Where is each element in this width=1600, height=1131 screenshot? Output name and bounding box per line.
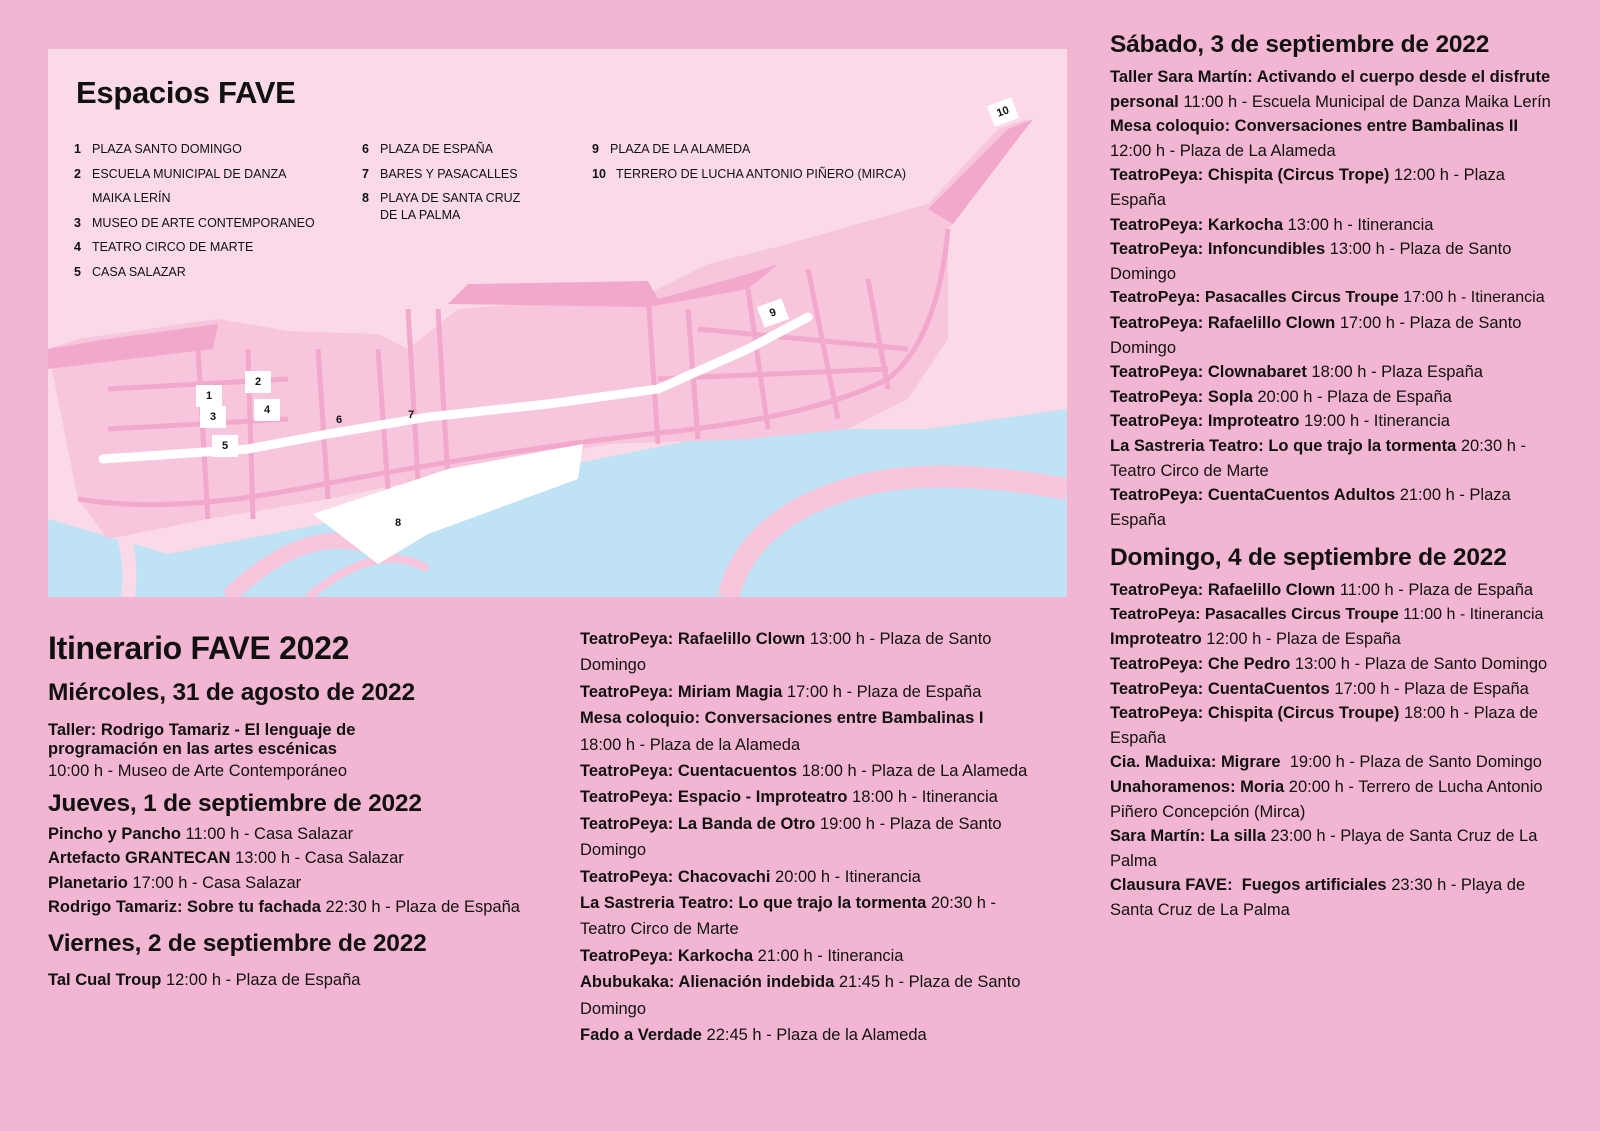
legend-number: 1 <box>74 142 81 156</box>
event-item <box>1110 360 1565 385</box>
event-item <box>1110 114 1565 163</box>
event-title: Tal Cual Troup <box>48 970 162 989</box>
map-title: Espacios FAVE <box>76 75 296 110</box>
event-details: 12:00 h - Plaza España <box>1110 166 1505 209</box>
event-details: 23:30 h - Playa de Santa Cruz de La Palma <box>1110 876 1526 919</box>
event-title: TeatroPeya: Rafaelillo Clown <box>1110 581 1336 600</box>
day-events <box>1110 578 1565 922</box>
event-title: TeatroPeya: Miriam Magia <box>580 682 783 701</box>
legend-item <box>362 186 572 227</box>
event-details: 23:00 h - Playa de Santa Cruz de La Palma <box>1110 827 1538 870</box>
event-item <box>48 822 538 847</box>
event-title: La Sastreria Teatro: Lo que trajo la tormenta <box>580 894 927 913</box>
event-title: TeatroPeya: Rafaelillo Clown <box>1110 313 1336 332</box>
event-details: 18:00 h - Plaza de La Alameda <box>797 762 1028 781</box>
venues-map <box>48 49 1067 597</box>
legend-label-line: PLAYA DE SANTA CRUZ <box>380 191 521 205</box>
event-item <box>1110 237 1565 286</box>
legend-number: 4 <box>74 240 81 254</box>
event-details: 11:00 h - Casa Salazar <box>180 824 354 843</box>
event-title: TeatroPeya: Sopla <box>1110 387 1253 406</box>
event-title: Abubukaka: Alienación indebida <box>580 973 835 992</box>
event-details: 21:00 h - Plaza España <box>1110 486 1511 529</box>
legend-label <box>380 186 520 227</box>
event-details: 11:00 h - Itinerancia <box>1398 605 1544 623</box>
event-title: TeatroPeya: Improteatro <box>1110 412 1300 431</box>
event-item <box>580 969 1035 1022</box>
event-details: 19:00 h - Plaza de Santo Domingo <box>580 814 1002 860</box>
event-item <box>1110 578 1565 603</box>
event-item <box>1110 603 1565 628</box>
event-item <box>580 705 1035 758</box>
event-title: TeatroPeya: Chispita (Circus Troupe) <box>1110 704 1400 723</box>
event-details: 17:00 h - Itinerancia <box>1398 289 1545 307</box>
legend-number: 8 <box>362 191 369 205</box>
legend-item <box>592 137 952 162</box>
event-title: TeatroPeya: Infoncundibles <box>1110 240 1326 259</box>
event-title: TeatroPeya: Cuentacuentos <box>580 762 797 781</box>
event-title: Taller: Rodrigo Tamariz - El lenguaje de programación en las artes escénicas <box>48 721 356 758</box>
day-heading: Domingo, 4 de septiembre de 2022 <box>1110 544 1507 572</box>
event-item <box>580 626 1035 679</box>
event-details: 12:00 h - Plaza de La Alameda <box>1110 141 1336 160</box>
event-details: 21:00 h - Itinerancia <box>753 946 904 965</box>
event-title: Rodrigo Tamariz: Sobre tu fachada <box>48 898 321 917</box>
event-details: 20:30 h - Teatro Circo de Marte <box>1110 436 1526 480</box>
event-details: 20:30 h - Teatro Circo de Marte <box>580 894 996 939</box>
legend-item <box>74 162 344 211</box>
event-item <box>1110 65 1565 114</box>
map-marker-2: 2 <box>245 371 271 393</box>
legend-column-3 <box>592 137 952 186</box>
event-item <box>48 968 538 993</box>
legend-label: PLAZA DE ESPAÑA <box>380 142 494 156</box>
legend-label <box>92 162 287 211</box>
event-details: 17:00 h - Plaza de España <box>1329 679 1529 698</box>
event-details: 17:00 h - Plaza de España <box>782 682 982 701</box>
legend-item <box>74 137 344 162</box>
event-title: TeatroPeya: CuentaCuentos Adultos <box>1110 486 1396 505</box>
event-item <box>580 811 1035 864</box>
event-details: 12:00 h - Plaza de España <box>161 970 361 989</box>
event-title: TeatroPeya: Chacovachi <box>580 867 771 886</box>
event-title: TeatroPeya: La Banda de Otro <box>580 814 816 833</box>
event-item <box>1110 677 1565 702</box>
event-details: 18:00 h - Plaza de España <box>1110 704 1538 747</box>
event-item <box>580 943 1035 969</box>
event-details: 12:00 h - Plaza de España <box>1201 630 1401 649</box>
map-marker-7: 7 <box>407 409 415 421</box>
event-item <box>1110 775 1565 824</box>
day-heading: Viernes, 2 de septiembre de 2022 <box>48 929 427 957</box>
day-events <box>1110 65 1565 532</box>
event-item <box>580 1022 1035 1048</box>
day-heading: Jueves, 1 de septiembre de 2022 <box>48 789 422 817</box>
legend-label-line: MAIKA LERÍN <box>92 191 171 205</box>
map-marker-8: 8 <box>394 517 402 529</box>
legend-label-line: ESCUELA MUNICIPAL DE DANZA <box>92 166 287 181</box>
event-title: Artefacto GRANTECAN <box>48 849 236 868</box>
itinerary-title: Itinerario FAVE 2022 <box>48 630 350 666</box>
event-title: TeatroPeya: CuentaCuentos <box>1110 679 1330 698</box>
event-details: 17:00 h - Casa Salazar <box>127 873 302 892</box>
map-marker-4: 4 <box>254 399 280 421</box>
event-details: 18:00 h - Plaza de la Alameda <box>580 735 801 754</box>
event-item <box>1110 385 1565 410</box>
map-marker-1: 1 <box>196 385 222 407</box>
legend-label: MUSEO DE ARTE CONTEMPORANEO <box>92 215 315 230</box>
event-title: TeatroPeya: Clownabaret <box>1110 363 1307 382</box>
day-events <box>48 721 538 784</box>
legend-item <box>74 260 344 285</box>
event-title: Pincho y Pancho <box>48 824 181 843</box>
event-item <box>1110 483 1565 532</box>
event-details: 11:00 h - Escuela Municipal de Danza Maika Lerín <box>1178 92 1551 111</box>
event-title: Sara Martín: La silla <box>1110 827 1266 846</box>
legend-label-line: DE LA PALMA <box>380 208 461 222</box>
event-item <box>580 784 1035 810</box>
event-title: Planetario <box>48 873 128 892</box>
event-item <box>1110 627 1565 652</box>
event-details: 13:00 h - Itinerancia <box>1283 215 1434 234</box>
event-details: 13:00 h - Casa Salazar <box>235 849 404 868</box>
day-heading: Miércoles, 31 de agosto de 2022 <box>48 679 415 706</box>
legend-label: CASA SALAZAR <box>92 264 186 279</box>
legend-label: TEATRO CIRCO DE MARTE <box>92 240 254 254</box>
event-item <box>48 721 538 784</box>
legend-item <box>592 162 952 187</box>
event-details: 13:00 h - Plaza de Santo Domingo <box>580 630 992 675</box>
legend-label: PLAZA SANTO DOMINGO <box>92 142 242 156</box>
legend-item <box>362 162 572 187</box>
event-details: 20:00 h - Itinerancia <box>770 867 921 886</box>
event-title: TeatroPeya: Chispita (Circus Trope) <box>1110 166 1390 185</box>
legend-label: BARES Y PASACALLES <box>380 166 518 181</box>
event-title: Mesa coloquio: Conversaciones entre Bambalinas II <box>1110 117 1519 136</box>
event-item <box>1110 750 1565 775</box>
event-item <box>580 864 1035 890</box>
event-item <box>1110 311 1565 360</box>
legend-number: 7 <box>362 166 369 181</box>
map-marker-5: 5 <box>212 435 238 457</box>
event-details: 19:00 h - Itinerancia <box>1299 412 1450 431</box>
event-title: Taller Sara Martín: Activando el cuerpo desde el disfrute personal <box>1110 68 1551 111</box>
day-events <box>48 822 538 920</box>
event-item <box>580 758 1035 784</box>
event-title: Clausura FAVE: Fuegos artificiales <box>1110 876 1387 895</box>
event-item <box>48 871 538 896</box>
event-details: 13:00 h - Plaza de Santo Domingo <box>1290 655 1548 674</box>
event-title: TeatroPeya: Rafaelillo Clown <box>580 630 806 648</box>
map-drawing <box>48 49 1067 597</box>
event-title: TeatroPeya: Pasacalles Circus Troupe <box>1110 605 1399 623</box>
event-title: TeatroPeya: Karkocha <box>1110 215 1284 234</box>
legend-item <box>74 235 344 260</box>
event-title: Cia. Maduixa: Migrare <box>1110 753 1281 772</box>
event-details: 21:45 h - Plaza de Santo Domingo <box>580 973 1021 1018</box>
event-title: Fado a Verdade <box>580 1026 702 1045</box>
event-details: 22:45 h - Plaza de la Alameda <box>701 1026 927 1045</box>
legend-number: 2 <box>74 166 81 181</box>
event-item <box>580 679 1035 705</box>
itinerary-column-3 <box>1110 31 1565 923</box>
legend-item <box>362 137 572 162</box>
event-item <box>1110 409 1565 434</box>
event-title: Mesa coloquio: Conversaciones entre Bambalinas I <box>580 709 984 728</box>
legend-number: 10 <box>592 166 606 181</box>
event-details: 18:00 h - Itinerancia <box>847 788 998 807</box>
event-item <box>1110 701 1565 750</box>
event-title: TeatroPeya: Karkocha <box>580 946 754 965</box>
event-details: 17:00 h - Plaza de Santo Domingo <box>1110 313 1522 357</box>
legend-number: 6 <box>362 142 369 156</box>
legend-label: TERRERO DE LUCHA ANTONIO PIÑERO (MIRCA) <box>616 166 907 181</box>
event-item <box>1110 163 1565 212</box>
event-item <box>1110 873 1565 922</box>
map-marker-6: 6 <box>335 414 343 426</box>
event-item <box>1110 434 1565 483</box>
map-marker-10: 10 <box>987 97 1019 127</box>
event-details: 18:00 h - Plaza España <box>1306 363 1483 382</box>
legend-column-2 <box>362 137 572 227</box>
event-title: TeatroPeya: Espacio - Improteatro <box>580 788 848 807</box>
event-details: 20:00 h - Plaza de España <box>1252 387 1452 406</box>
event-title: TeatroPeya: Pasacalles Circus Troupe <box>1110 289 1399 307</box>
event-details: 19:00 h - Plaza de Santo Domingo <box>1280 753 1542 772</box>
event-details: 13:00 h - Plaza de Santo Domingo <box>1110 240 1512 283</box>
event-item <box>580 890 1035 943</box>
event-details: 10:00 h - Museo de Arte Contemporáneo <box>48 762 348 780</box>
event-title: TeatroPeya: Che Pedro <box>1110 655 1291 674</box>
event-item <box>48 846 538 871</box>
legend-column-1 <box>74 137 344 284</box>
event-item <box>1110 824 1565 873</box>
legend-label: PLAZA DE LA ALAMEDA <box>610 142 751 156</box>
day-heading: Sábado, 3 de septiembre de 2022 <box>1110 31 1490 58</box>
itinerary-column-2 <box>580 626 1035 1049</box>
event-title: Improteatro <box>1110 630 1202 649</box>
itinerary-column-1 <box>48 630 538 993</box>
event-details: 11:00 h - Plaza de España <box>1335 581 1534 600</box>
event-item <box>1110 286 1565 311</box>
event-details: 22:30 h - Plaza de España <box>320 898 520 917</box>
legend-number: 5 <box>74 264 81 279</box>
legend-item <box>74 211 344 236</box>
legend-number: 9 <box>592 142 599 156</box>
event-title: La Sastreria Teatro: Lo que trajo la tormenta <box>1110 436 1457 455</box>
event-item <box>1110 213 1565 238</box>
event-item <box>1110 652 1565 677</box>
event-details: 20:00 h - Terrero de Lucha Antonio Piñero Concepción (Mirca) <box>1110 778 1543 821</box>
map-marker-9: 9 <box>757 298 789 328</box>
legend-number: 3 <box>74 215 81 230</box>
event-item <box>48 895 538 920</box>
event-title: Unahoramenos: Moria <box>1110 778 1285 797</box>
day-events <box>48 968 538 993</box>
map-marker-3: 3 <box>200 406 226 428</box>
